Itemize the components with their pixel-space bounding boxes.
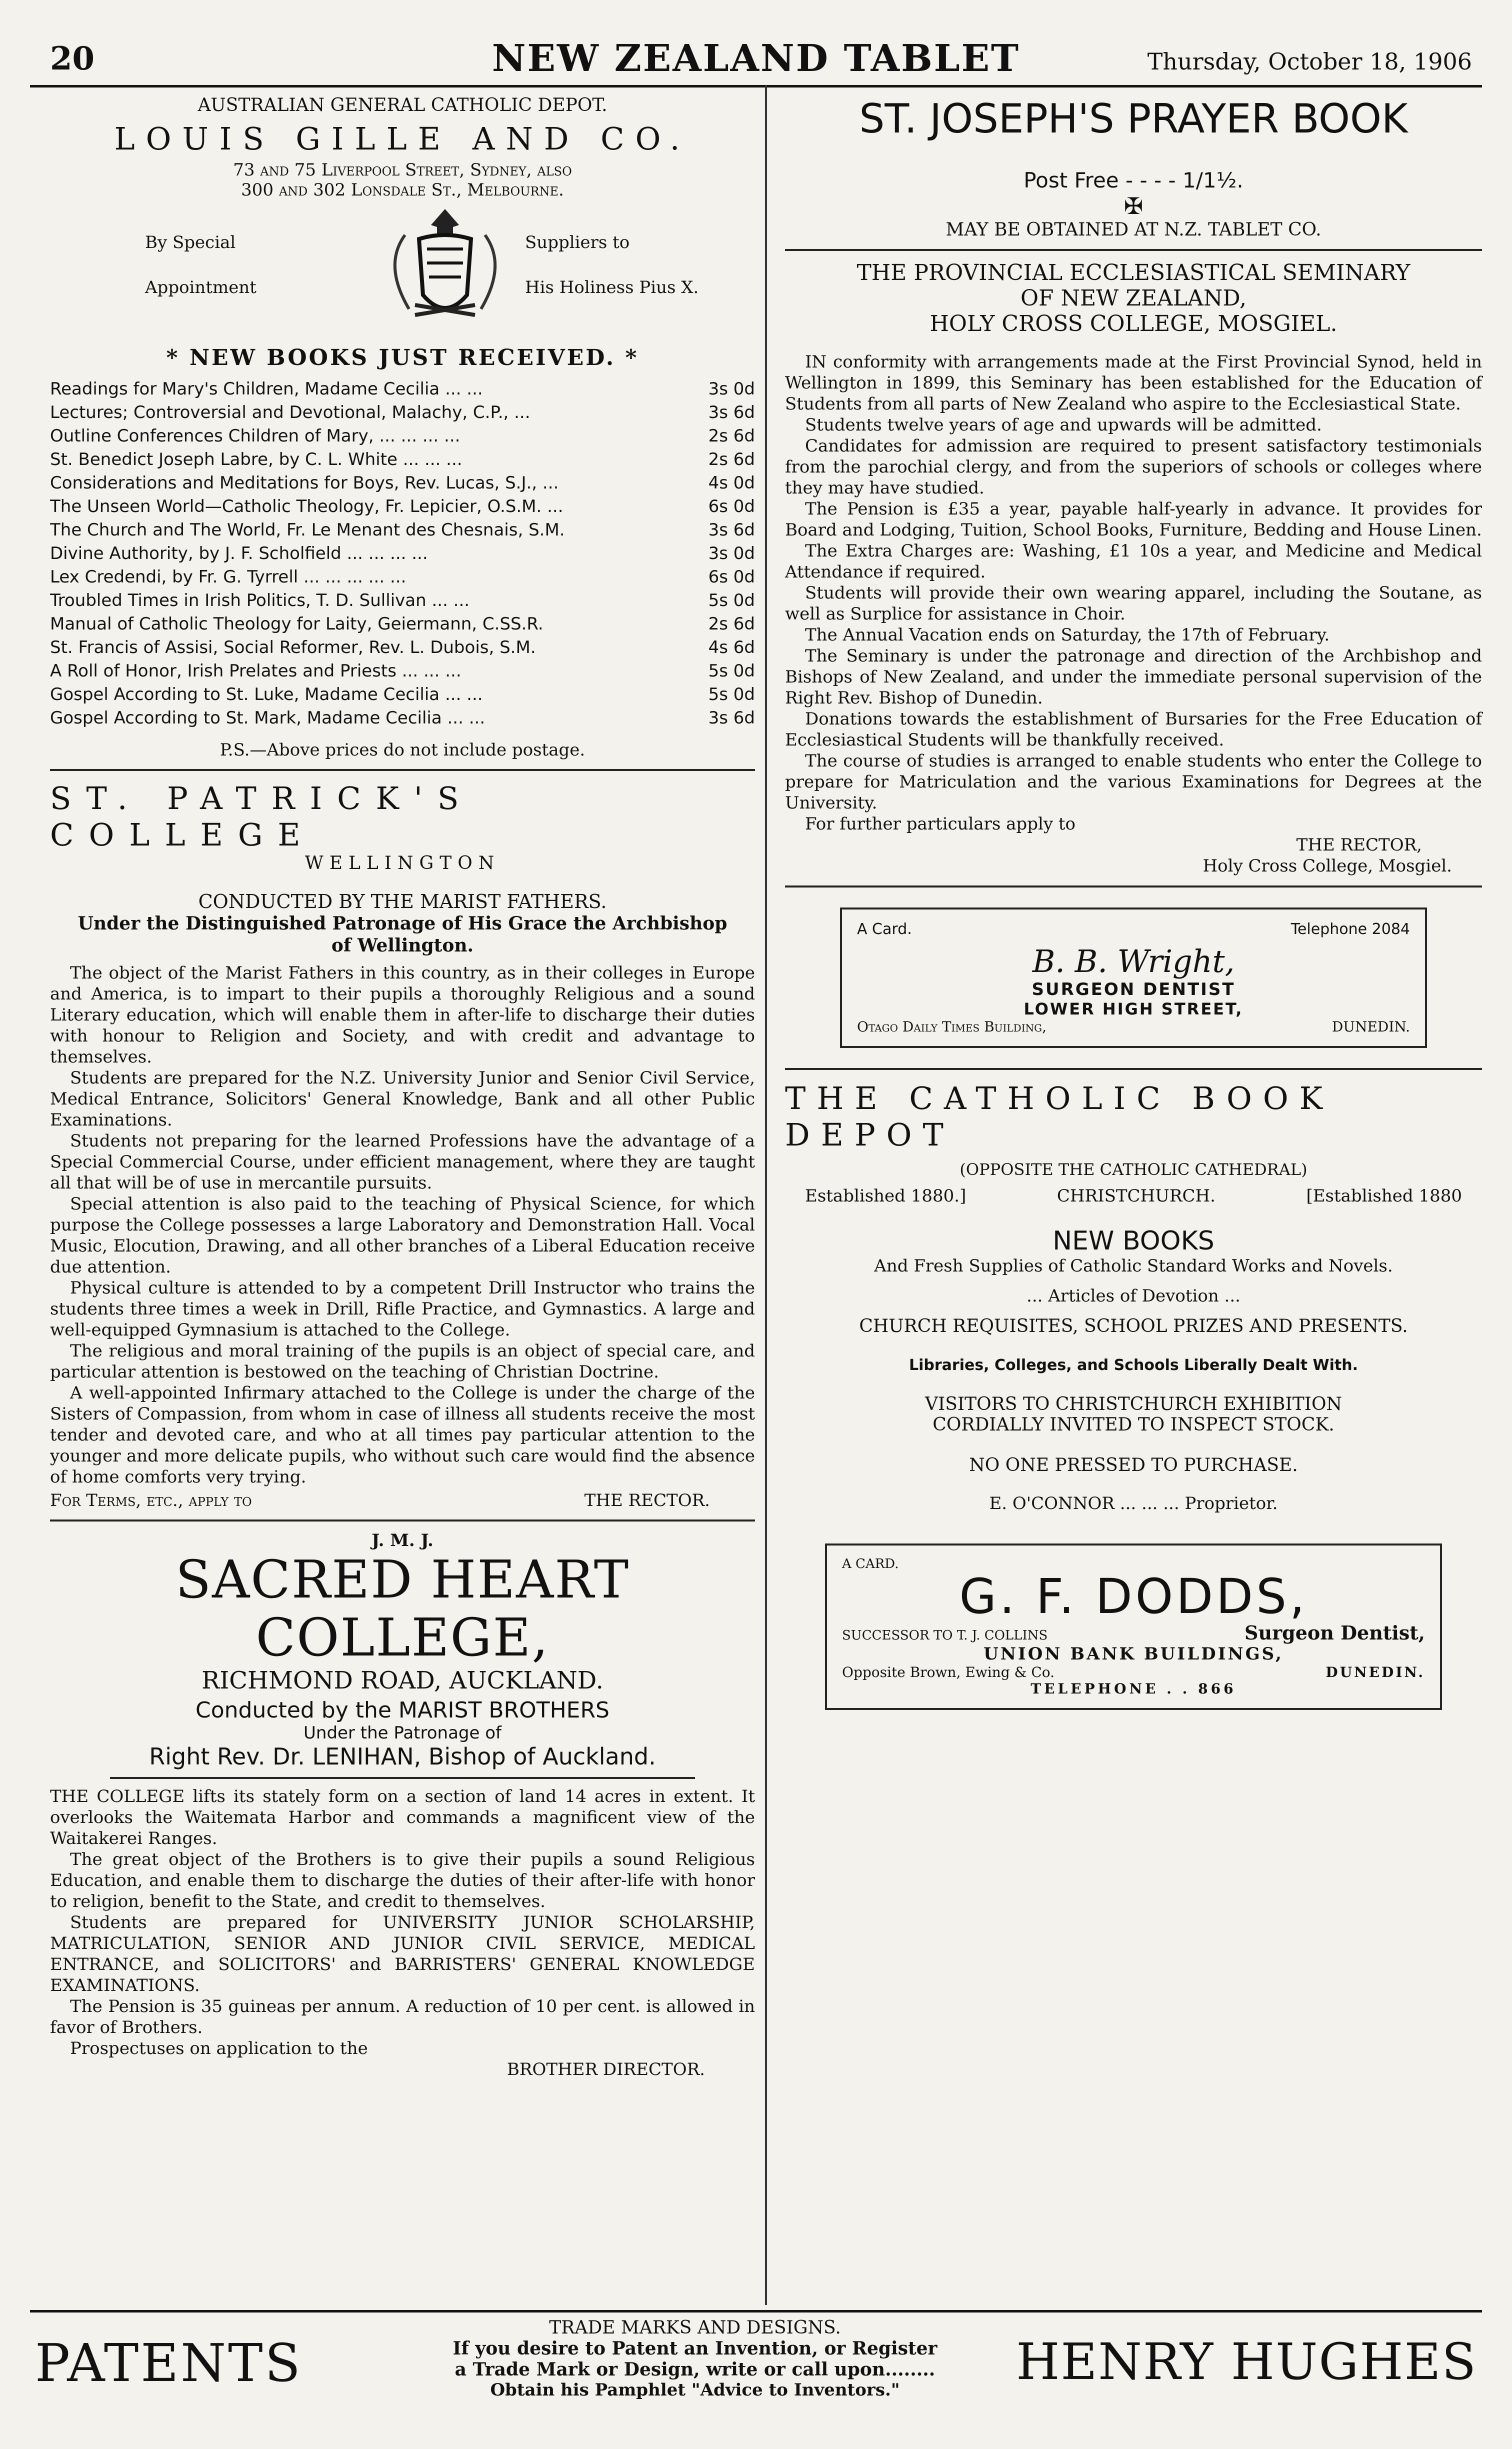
patrick-rector: THE RECTOR.: [584, 1490, 710, 1510]
henry-hughes: HENRY HUGHES: [1016, 2332, 1477, 2391]
dodds-telephone: TELEPHONE . . 866: [1030, 1680, 1236, 1697]
book-price: 3s 6d: [708, 708, 755, 728]
louis-address-1: 73 and 75 Liverpool Street, Sydney, also: [233, 160, 572, 180]
depot-name: THE CATHOLIC BOOK DEPOT: [785, 1080, 1334, 1153]
prayer-post: Post Free - - - - 1/1½.: [1024, 168, 1244, 192]
dodds-building: UNION BANK BUILDINGS,: [984, 1644, 1284, 1664]
dodds-opposite: Opposite Brown, Ewing & Co.: [842, 1664, 1055, 1680]
book-title: The Unseen World—Catholic Theology, Fr. Lepicier, O.S.M. ...: [50, 496, 564, 516]
depot-proprietor-name: E. O'CONNOR: [989, 1494, 1114, 1514]
book-price: 2s 6d: [708, 450, 755, 470]
louis-left-1: By Special: [145, 232, 236, 252]
patrick-conducted: CONDUCTED BY THE MARIST FATHERS.: [198, 890, 607, 912]
book-title: St. Francis of Assisi, Social Reformer, Rev. L. Dubois, S.M.: [50, 638, 536, 658]
newspaper-page: [30, 30, 1482, 2420]
patrick-place: WELLINGTON: [304, 853, 500, 874]
st-patricks-ad: [50, 780, 755, 1510]
page-number: 20: [50, 40, 95, 78]
book-row: [50, 424, 755, 448]
sacred-name: SACRED HEART COLLEGE,: [175, 1549, 630, 1668]
seminary-paragraph: Candidates for admission are required to present satisfactory testimonials from the parochial clergy, and from the superiors of schools or colleges where they may have studied.: [785, 436, 1482, 498]
book-row: [50, 378, 755, 401]
catholic-book-depot-ad: [785, 1080, 1482, 1514]
book-title: A Roll of Honor, Irish Prelates and Priests ... ... ...: [50, 661, 462, 681]
paper-title: NEW ZEALAND TABLET: [492, 37, 1020, 80]
cross-icon: ✠: [1124, 192, 1144, 220]
patrick-name: ST. PATRICK'S COLLEGE: [50, 780, 474, 853]
prayer-obtain: MAY BE OBTAINED AT N.Z. TABLET CO.: [946, 220, 1322, 240]
wright-building: Otago Daily Times Building,: [857, 1018, 1046, 1035]
patrick-paragraph: The religious and moral training of the pupils is an object of special care, and particular attention is bestowed on the teaching of Christian Doctrine.: [50, 1341, 755, 1382]
sacred-p4: The Pension is 35 guineas per annum. A reduction of 10 per cent. is allowed in favor of Brothers.: [50, 1996, 755, 2038]
book-title: Gospel According to St. Mark, Madame Cecilia ... ...: [50, 708, 486, 728]
depot-established-left: Established 1880.]: [805, 1186, 966, 1206]
wright-telephone: Telephone 2084: [1290, 920, 1410, 938]
louis-right-1: Suppliers to: [525, 232, 630, 252]
seminary-title-1: THE PROVINCIAL ECCLESIASTICAL SEMINARY: [856, 260, 1410, 286]
seminary-ad: [785, 260, 1482, 876]
book-price: 6s 0d: [708, 567, 755, 587]
sacred-p2: The great object of the Brothers is to give their pupils a sound Religious Education, and enable them to discharge the duties of their after-life with honor to religion, benefit to the State, and credit to themselves.: [50, 1850, 755, 1912]
wright-name: B. B. Wright,: [1032, 943, 1235, 980]
seminary-title-2: OF NEW ZEALAND,: [1020, 286, 1247, 311]
patrick-patronage: Under the Distinguished Patronage of His Grace the Archbishop of Wellington.: [78, 913, 728, 956]
louis-left-2: Appointment: [145, 278, 256, 298]
dodds-name: G. F. DODDS,: [959, 1568, 1308, 1624]
book-price: 3s 6d: [708, 402, 755, 422]
patrick-terms: For Terms, etc., apply to: [50, 1490, 252, 1510]
sacred-bishop: Right Rev. Dr. LENIHAN, Bishop of Auckland.: [149, 1743, 656, 1770]
dodds-card: [825, 1544, 1442, 1710]
depot-established-right: [Established 1880: [1306, 1186, 1462, 1206]
book-title: Outline Conferences Children of Mary, ... ... ... ...: [50, 426, 460, 446]
seminary-paragraph: For further particulars apply to: [805, 814, 1076, 834]
right-column: [785, 95, 1482, 1710]
book-price: 3s 0d: [708, 544, 755, 564]
book-price: 2s 6d: [708, 426, 755, 446]
patrick-body: [50, 962, 755, 1488]
louis-name: LOUIS GILLE AND CO.: [114, 120, 691, 157]
patrick-paragraph: Physical culture is attended to by a competent Drill Instructor who trains the students three times a week in Drill, Rifle Practice, and Gymnastics. A large and well-equipped Gymnasium is attached to the College.: [50, 1278, 755, 1340]
seminary-sign-2: Holy Cross College, Mosgiel.: [1202, 856, 1452, 876]
patrick-paragraph: A well-appointed Infirmary attached to the College is under the charge of the Sisters of Compassion, from whom in case of illness all students receive the most tender and devoted care, and who at all times pay particular attention to the younger and more delicate pupils, who without such care would find the absence of home comforts very trying.: [50, 1383, 755, 1487]
depot-requisites: CHURCH REQUISITES, SCHOOL PRIZES AND PRESENTS.: [859, 1316, 1408, 1336]
dodds-city: DUNEDIN.: [1326, 1664, 1425, 1680]
papal-arms-crest-icon: [375, 205, 515, 325]
depot-fresh: And Fresh Supplies of Catholic Standard Works and Novels.: [874, 1256, 1393, 1276]
depot-city: CHRISTCHURCH.: [1056, 1186, 1216, 1206]
book-price: 5s 0d: [708, 661, 755, 681]
book-row: [50, 542, 755, 566]
wright-card-label: A Card.: [857, 920, 912, 938]
patrick-paragraph: Students not preparing for the learned Professions have the advantage of a Special Commercial Course, under efficient management, where they are taught all that will be of use in mercantile pursuits.: [50, 1131, 755, 1193]
masthead: [30, 30, 1482, 88]
depot-libraries: Libraries, Colleges, and Schools Liberally Dealt With.: [908, 1356, 1358, 1374]
depot-articles: ... Articles of Devotion ...: [1026, 1286, 1240, 1306]
book-title: The Church and The World, Fr. Le Menant des Chesnais, S.M.: [50, 520, 565, 540]
book-price: 3s 6d: [708, 520, 755, 540]
seminary-title-3: HOLY CROSS COLLEGE, MOSGIEL.: [930, 311, 1338, 336]
patents-title: PATENTS: [35, 2332, 302, 2394]
seminary-paragraph: The Seminary is under the patronage and direction of the Archbishop and Bishops of New Zealand, and under the immediate personal supervision of the Right Rev. Bishop of Dunedin.: [785, 646, 1482, 708]
book-row: [50, 612, 755, 636]
patrick-paragraph: Special attention is also paid to the teaching of Physical Science, for which purpose the College possesses a large Laboratory and Demonstration Hall. Vocal Music, Elocution, Drawing, and all other branches of a Liberal Education receive due attention.: [50, 1194, 755, 1277]
louis-gille-ad: [50, 95, 755, 760]
depot-opposite: (OPPOSITE THE CATHOLIC CATHEDRAL): [960, 1160, 1308, 1179]
books-heading: * NEW BOOKS JUST RECEIVED. *: [166, 345, 639, 370]
louis-right-2: His Holiness Pius X.: [525, 278, 699, 298]
book-row: [50, 472, 755, 495]
louis-address-2: 300 and 302 Lonsdale St., Melbourne.: [241, 180, 564, 200]
depot-visitors-1: VISITORS TO CHRISTCHURCH EXHIBITION: [925, 1394, 1342, 1414]
seminary-paragraph: The Pension is £35 a year, payable half-yearly in advance. It provides for Board and Lodging, Tuition, School Books, Furniture, Bedding and House Linen.: [785, 499, 1482, 540]
book-price: 2s 6d: [708, 614, 755, 634]
book-title: Gospel According to St. Luke, Madame Cecilia ... ...: [50, 684, 483, 704]
book-price: 5s 0d: [708, 684, 755, 704]
sacred-p3: Students are prepared for UNIVERSITY JUNIOR SCHOLARSHIP, MATRICULATION, SENIOR AND JUNIOR CIVIL SERVICE, MEDICAL ENTRANCE, and SOLICITORS' and BARRISTERS' GENERAL KNOWLEDGE EXAMINATIONS.: [50, 1912, 755, 1996]
seminary-paragraph: IN conformity with arrangements made at the First Provincial Synod, held in Wellington in 1899, this Seminary has been established for the Education of Students from all parts of New Zealand who aspire to the Ecclesiastical State.: [785, 352, 1482, 414]
sacred-under: Under the Patronage of: [304, 1723, 502, 1743]
book-price: 3s 0d: [708, 379, 755, 399]
book-title: Troubled Times in Irish Politics, T. D. Sullivan ... ...: [50, 590, 470, 610]
book-row: [50, 401, 755, 424]
depot-new-books: NEW BOOKS: [1052, 1226, 1214, 1256]
sacred-heart-ad: [50, 1530, 755, 2080]
sacred-kicker: J. M. J.: [372, 1530, 434, 1550]
book-row: [50, 589, 755, 612]
wright-role: SURGEON DENTIST: [1032, 980, 1236, 1000]
seminary-paragraph: The Extra Charges are: Washing, £1 10s a year, and Medicine and Medical Attendance if required.: [785, 541, 1482, 582]
book-title: Divine Authority, by J. F. Scholfield ... ... ... ...: [50, 544, 428, 564]
book-title: Considerations and Meditations for Boys, Rev. Lucas, S.J., ...: [50, 473, 559, 493]
book-row: [50, 495, 755, 518]
left-column: [50, 95, 755, 2080]
sacred-p5: Prospectuses on application to the: [70, 2038, 368, 2058]
issue-date: Thursday, October 18, 1906: [1147, 48, 1472, 75]
wright-street: LOWER HIGH STREET,: [1024, 1000, 1244, 1018]
sacred-address: RICHMOND ROAD, AUCKLAND.: [202, 1666, 604, 1694]
book-row: [50, 448, 755, 472]
seminary-paragraph: Students twelve years of age and upwards will be admitted.: [805, 415, 1322, 435]
louis-postscript: P.S.—Above prices do not include postage.: [220, 740, 586, 760]
seminary-paragraph: The course of studies is arranged to enable students who enter the College to prepare for Matriculation and the various Examinations for Degrees at the University.: [785, 751, 1482, 813]
book-row: [50, 566, 755, 589]
depot-proprietor: ... ... ... Proprietor.: [1120, 1494, 1278, 1514]
sacred-sign: BROTHER DIRECTOR.: [506, 2060, 705, 2080]
book-price: 4s 0d: [708, 473, 755, 493]
book-row: [50, 636, 755, 660]
patents-line-1: If you desire to Patent an Invention, or Register: [452, 2338, 938, 2359]
wright-card: [840, 908, 1427, 1048]
dodds-successor: SUCCESSOR TO T. J. COLLINS: [842, 1628, 1048, 1643]
book-row: [50, 518, 755, 542]
depot-visitors-2: CORDIALLY INVITED TO INSPECT STOCK.: [932, 1414, 1334, 1435]
sacred-p1: THE COLLEGE lifts its stately form on a section of land 14 acres in extent. It overlooks the Waitemata Harbor and commands a magnificent view of the Waitakerei Ranges.: [50, 1786, 755, 1848]
seminary-body: [785, 352, 1482, 834]
patents-line-2: a Trade Mark or Design, write or call upon........: [454, 2359, 936, 2380]
patents-banner: [30, 2310, 1482, 2412]
book-title: Lectures; Controversial and Devotional, Malachy, C.P., ...: [50, 402, 530, 422]
patrick-paragraph: Students are prepared for the N.Z. University Junior and Senior Civil Service, Medical Entrance, Solicitors' General Knowledge, Bank and all other Public Examinations.: [50, 1068, 755, 1130]
book-row: [50, 683, 755, 706]
book-list: [50, 378, 755, 730]
seminary-sign-1: THE RECTOR,: [1296, 835, 1422, 855]
seminary-paragraph: Donations towards the establishment of Bursaries for the Free Education of Ecclesiastical Students will be thankfully received.: [785, 709, 1482, 750]
book-title: Readings for Mary's Children, Madame Cecilia ... ...: [50, 379, 483, 399]
seminary-paragraph: The Annual Vacation ends on Saturday, the 17th of February.: [805, 625, 1330, 645]
dodds-role: Surgeon Dentist,: [1244, 1622, 1425, 1644]
book-price: 5s 0d: [708, 590, 755, 610]
patents-line-3: Obtain his Pamphlet "Advice to Inventors.": [490, 2380, 900, 2400]
column-divider: [765, 85, 767, 2305]
prayer-title: ST. JOSEPH'S PRAYER BOOK: [859, 96, 1408, 142]
book-title: St. Benedict Joseph Labre, by C. L. White ... ... ...: [50, 450, 462, 470]
book-price: 4s 6d: [708, 638, 755, 658]
dodds-card-label: A CARD.: [842, 1556, 899, 1572]
book-row: [50, 706, 755, 730]
book-title: Manual of Catholic Theology for Laity, Geiermann, C.SS.R.: [50, 614, 544, 634]
sacred-conducted: Conducted by the MARIST BROTHERS: [196, 1698, 610, 1723]
patrick-paragraph: The object of the Marist Fathers in this country, as in their colleges in Europe and America, is to impart to their pupils a thoroughly Religious and a sound Literary education, which will enable them in after-life to discharge their duties with honour to Religion and Society, and with credit and advantage to themselves.: [50, 963, 755, 1067]
book-title: Lex Credendi, by Fr. G. Tyrrell ... ... ... ... ...: [50, 567, 406, 587]
wright-city: DUNEDIN.: [1332, 1018, 1410, 1035]
seminary-paragraph: Students will provide their own wearing apparel, including the Soutane, as well as Surplice for assistance in Choir.: [785, 583, 1482, 624]
book-price: 6s 0d: [708, 496, 755, 516]
book-row: [50, 660, 755, 683]
prayer-book-ad: [785, 95, 1482, 240]
depot-no-one: NO ONE PRESSED TO PURCHASE.: [969, 1455, 1298, 1476]
louis-kicker: AUSTRALIAN GENERAL CATHOLIC DEPOT.: [198, 95, 608, 116]
patents-marks: TRADE MARKS AND DESIGNS.: [549, 2318, 841, 2338]
